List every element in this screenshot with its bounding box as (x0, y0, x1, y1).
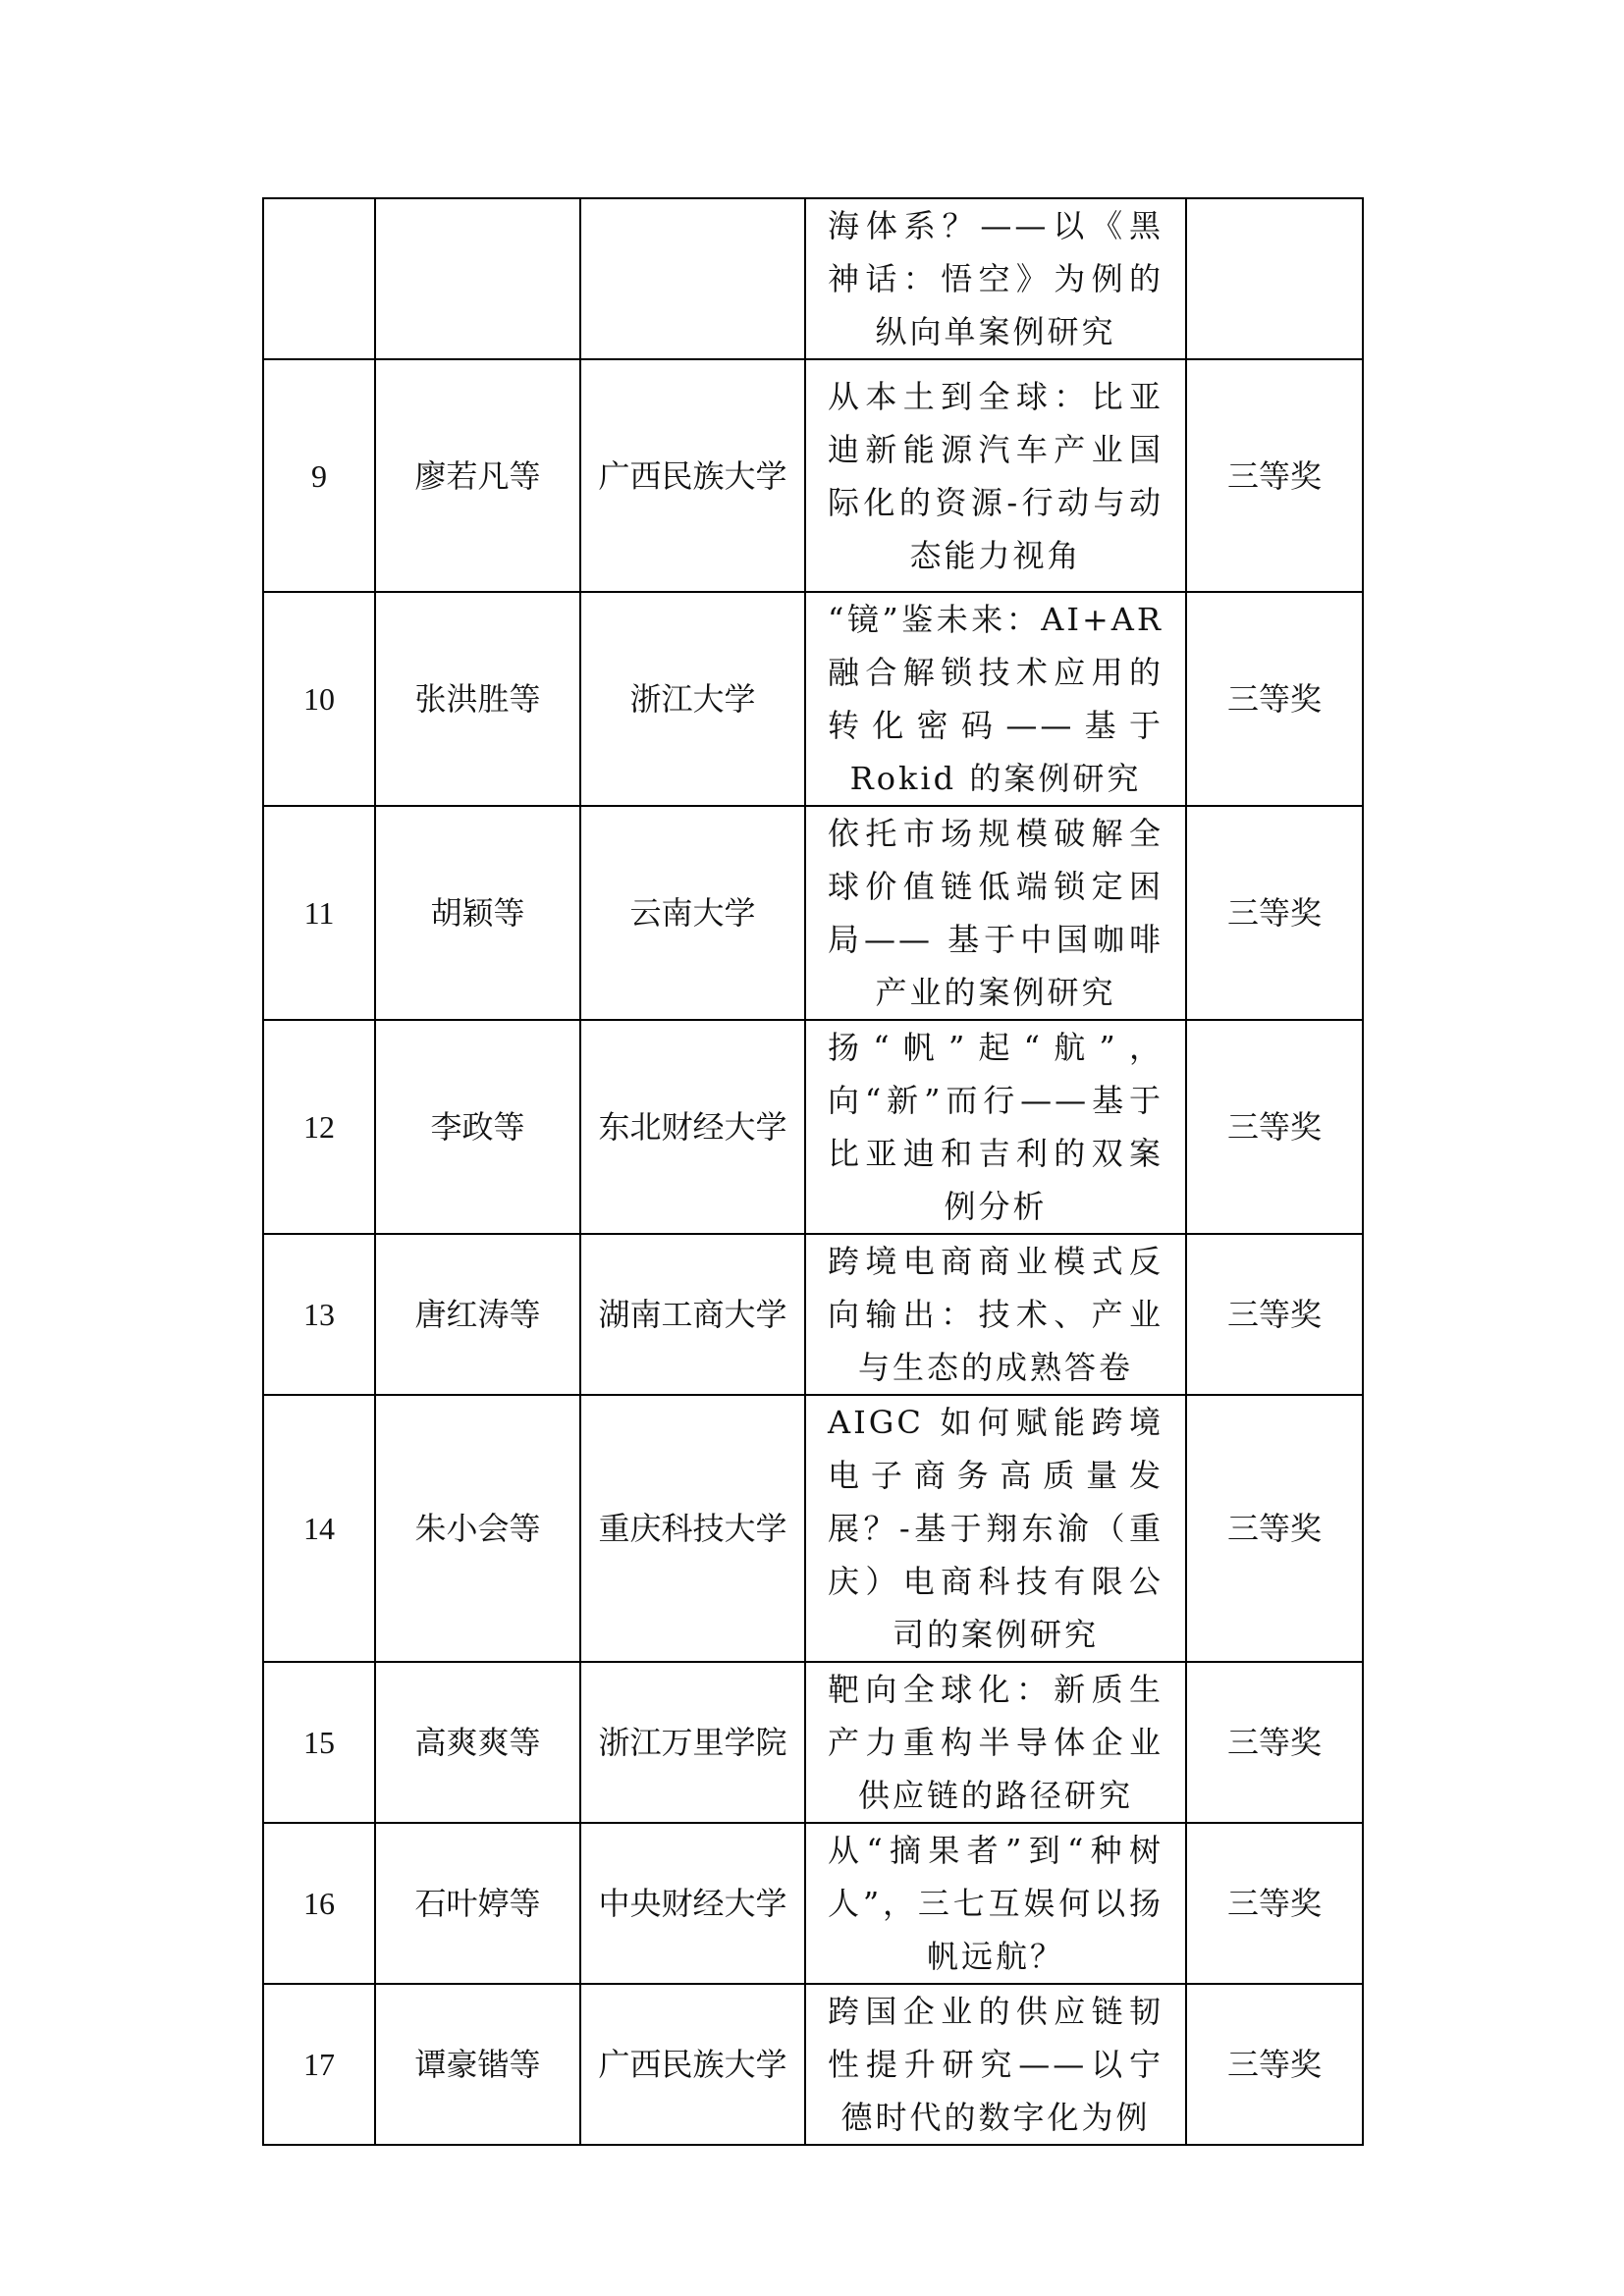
author-name: 廖若凡等 (375, 359, 580, 592)
award-level: 三等奖 (1186, 1395, 1363, 1662)
case-title: 跨国企业的供应链韧性提升研究——以宁德时代的数字化为例 (805, 1984, 1186, 2145)
school-name: 湖南工商大学 (580, 1234, 805, 1395)
author-name: 张洪胜等 (375, 592, 580, 806)
award-level: 三等奖 (1186, 806, 1363, 1020)
author-name: 唐红涛等 (375, 1234, 580, 1395)
award-level: 三等奖 (1186, 592, 1363, 806)
school-name: 广西民族大学 (580, 1984, 805, 2145)
row-number: 12 (263, 1020, 375, 1234)
row-number: 15 (263, 1662, 375, 1823)
row-number: 14 (263, 1395, 375, 1662)
table-row (263, 1823, 1363, 1984)
case-title: AIGC 如何赋能跨境电子商务高质量发展？-基于翔东渝（重庆）电商科技有限公司的案例研究 (805, 1395, 1186, 1662)
awards-table (262, 197, 1364, 2146)
case-title: 从本土到全球：比亚迪新能源汽车产业国际化的资源-行动与动态能力视角 (805, 359, 1186, 592)
table-row (263, 198, 1363, 359)
row-number: 10 (263, 592, 375, 806)
award-level: 三等奖 (1186, 1823, 1363, 1984)
table-row (263, 592, 1363, 806)
award-level: 三等奖 (1186, 1984, 1363, 2145)
case-title: 依托市场规模破解全球价值链低端锁定困局—— 基于中国咖啡产业的案例研究 (805, 806, 1186, 1020)
author-name: 李政等 (375, 1020, 580, 1234)
table-row (263, 1662, 1363, 1823)
row-number: 16 (263, 1823, 375, 1984)
row-number (263, 198, 375, 359)
school-name: 重庆科技大学 (580, 1395, 805, 1662)
school-name: 广西民族大学 (580, 359, 805, 592)
author-name (375, 198, 580, 359)
award-level: 三等奖 (1186, 1020, 1363, 1234)
school-name: 浙江大学 (580, 592, 805, 806)
author-name: 高爽爽等 (375, 1662, 580, 1823)
table-row (263, 359, 1363, 592)
table-row (263, 1395, 1363, 1662)
school-name: 云南大学 (580, 806, 805, 1020)
author-name: 谭豪锴等 (375, 1984, 580, 2145)
row-number: 17 (263, 1984, 375, 2145)
school-name: 东北财经大学 (580, 1020, 805, 1234)
award-level: 三等奖 (1186, 1662, 1363, 1823)
case-title: 扬“帆”起“航”，向“新”而行——基于比亚迪和吉利的双案例分析 (805, 1020, 1186, 1234)
award-level (1186, 198, 1363, 359)
award-level: 三等奖 (1186, 1234, 1363, 1395)
table-row (263, 806, 1363, 1020)
case-title: 海体系？——以《黑神话：悟空》为例的纵向单案例研究 (805, 198, 1186, 359)
school-name: 浙江万里学院 (580, 1662, 805, 1823)
author-name: 朱小会等 (375, 1395, 580, 1662)
school-name (580, 198, 805, 359)
table-row (263, 1234, 1363, 1395)
case-title: 跨境电商商业模式反向输出：技术、产业与生态的成熟答卷 (805, 1234, 1186, 1395)
case-title: “镜”鉴未来：AI+AR融合解锁技术应用的转化密码——基于 Rokid 的案例研究 (805, 592, 1186, 806)
row-number: 9 (263, 359, 375, 592)
school-name: 中央财经大学 (580, 1823, 805, 1984)
case-title: 靶向全球化：新质生产力重构半导体企业供应链的路径研究 (805, 1662, 1186, 1823)
author-name: 石叶婷等 (375, 1823, 580, 1984)
case-title: 从“摘果者”到“种树人”，三七互娱何以扬帆远航？ (805, 1823, 1186, 1984)
award-level: 三等奖 (1186, 359, 1363, 592)
row-number: 11 (263, 806, 375, 1020)
author-name: 胡颖等 (375, 806, 580, 1020)
table-row (263, 1984, 1363, 2145)
row-number: 13 (263, 1234, 375, 1395)
table-row (263, 1020, 1363, 1234)
